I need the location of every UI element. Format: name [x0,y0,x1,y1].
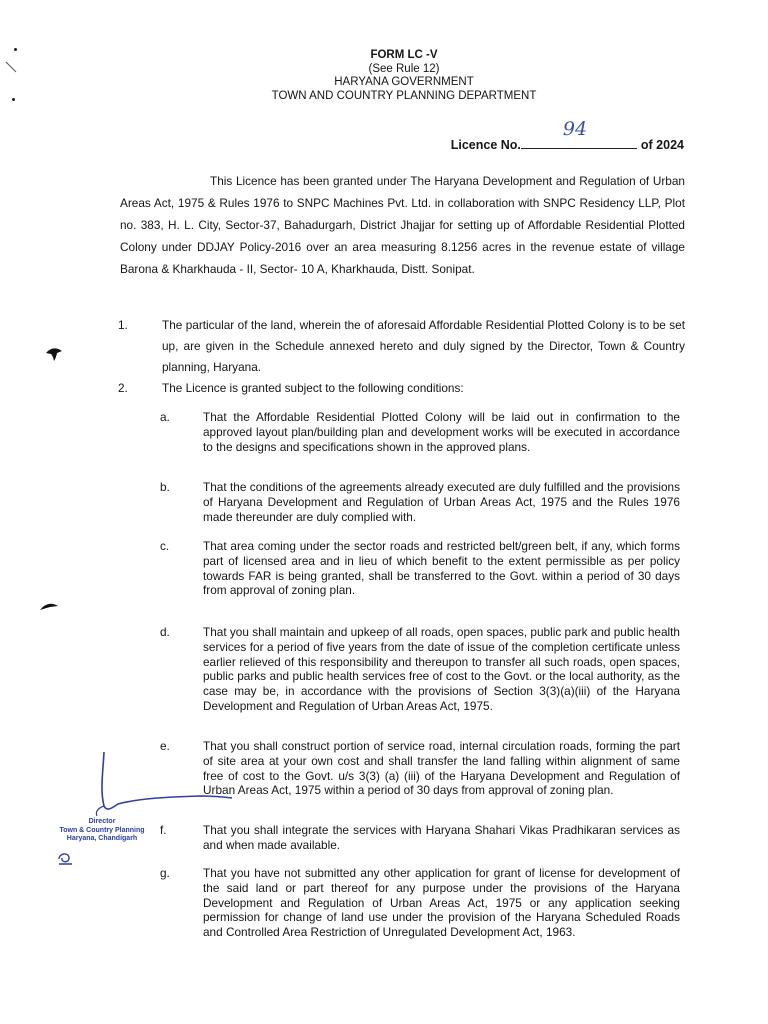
condition-letter: c. [160,539,170,553]
condition-letter: a. [160,410,170,424]
form-title: FORM LC -V [370,49,438,61]
rule-reference: (See Rule 12) [368,62,440,75]
item-number: 1. [118,318,128,332]
condition-letter: g. [160,866,170,880]
condition-text: That you shall construct portion of service road, internal circulation roads, forming the part of site area at your own cost and shall transfer the land falling within alignment of same free of cost to the Govt. u/s 3(3) (a) (iii) of the Haryana Development and Regulation of Urban Areas Act, 1975 within a period of 30 days from approval of zoning plan. [203,739,680,798]
condition-letter: d. [160,625,170,639]
condition-letter: b. [160,480,170,494]
item-number: 2. [118,381,128,395]
government-name: HARYANA GOVERNMENT [334,76,474,88]
condition-text: That area coming under the sector roads and restricted belt/green belt, if any, which forms part of licensed area and in lieu of which benefit to the extent permissible as per policy towards FAR is being granted, shall be transferred to the Govt. within a period of 30 days from approval of zoning plan. [203,539,680,598]
licence-number-blank [521,118,637,149]
condition-letter: f. [160,823,167,837]
condition-letter: e. [160,739,170,753]
official-stamp [46,818,158,844]
item-text: The Licence is granted subject to the following conditions: [162,381,464,395]
signature [0,0,240,880]
licence-year: of 2024 [640,138,684,152]
condition-text: That you have not submitted any other application for grant of license for development of the said land or part thereof for any purpose under the provisions of the Haryana Development and Regulation of Urban Areas Act, 1975 or any application seeking permission for change of land use under the provision of the Haryana Scheduled Roads and Controlled Area Restriction of Unregulated Development Act, 1963. [203,866,680,940]
licence-number-handwritten: 94 [562,118,588,140]
condition-text: That you shall maintain and upkeep of all roads, open spaces, public park and public health services for a period of five years from the date of issue of the completion certificate unless earlier relieved of this responsibility and thereupon to transfer all such roads, open spaces, public parks and public health services free of cost to the Govt. or the local authority, as the case may be, in accordance with the provisions of Section 3(3)(a)(iii) of the Haryana Development and Regulation of Urban Areas Act, 1975. [203,625,680,713]
licence-number-line [450,118,684,152]
initials-mark [56,850,76,868]
stamp-line: Haryana, Chandigarh [66,835,138,842]
item-text: The particular of the land, wherein the of aforesaid Affordable Residential Plotted Colony is to be set up, are given in the Schedule annexed hereto and duly signed by the Director, Town & Country planning, Haryana. [162,318,685,374]
condition-text: That the Affordable Residential Plotted Colony will be laid out in confirmation to the approved layout plan/building plan and development works will be executed in accordance to the designs and specifications shown in the approved plans. [203,410,680,454]
condition-text: That you shall integrate the services with Haryana Shahari Vikas Pradhikaran services as and when made available. [203,823,680,852]
stamp-line: Director [88,818,116,825]
intro-text: This Licence has been granted under The Haryana Development and Regulation of Urban Areas Act, 1975 & Rules 1976 to SNPC Machines Pvt. Ltd. in collaboration with SNPC Residency LLP, Plot no. 383, H. L. City, Sector-37, Bahadurgarh, District Jhajjar for setting up of Affordable Residential Plotted Colony under DDJAY Policy-2016 over an area measuring 8.1256 acres in the revenue estate of village Barona & Kharkhauda - II, Sector- 10 A, Kharkhauda, Distt. Sonipat. [120,174,685,276]
department-name: TOWN AND COUNTRY PLANNING DEPARTMENT [271,89,537,102]
condition-text: That the conditions of the agreements already executed are duly fulfilled and the provisions of Haryana Development and Regulation of Urban Areas Act, 1975 and the Rules 1976 made thereunder are duly complied with. [203,480,680,524]
stamp-line: Town & Country Planning [59,826,145,834]
licence-label: Licence No. [450,138,521,152]
